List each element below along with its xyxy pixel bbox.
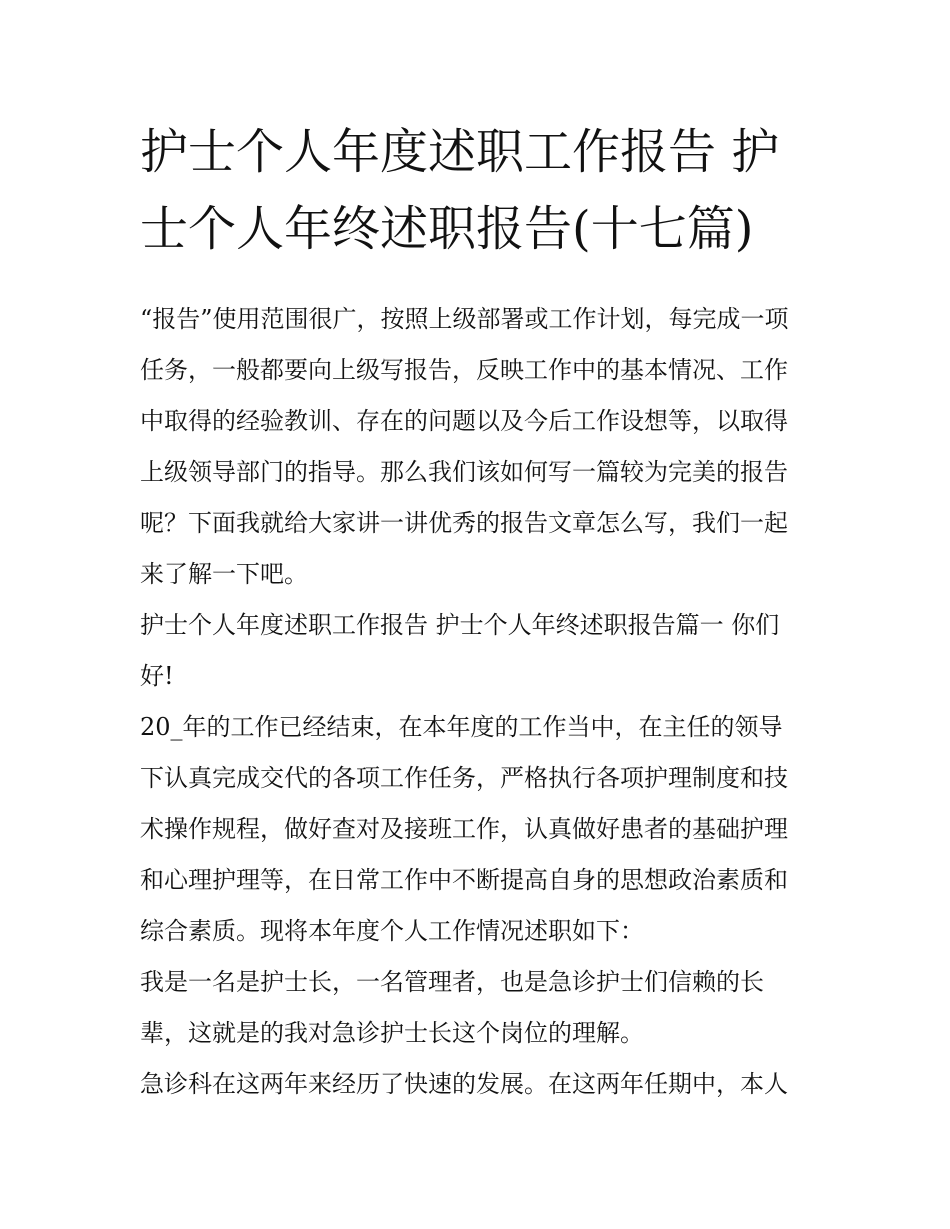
body-line: 我是一名是护士长，一名管理者，也是急诊护士们信赖的长 — [140, 968, 764, 996]
body-line: 下认真完成交代的各项工作任务，严格执行各项护理制度和技 — [140, 764, 788, 792]
section-heading-line: 护士个人年度述职工作报告 护士个人年终述职报告篇一 你们 — [140, 611, 780, 639]
title-line-1: 护士个人年度述职工作报告 护 — [140, 124, 780, 180]
body-line: 20_年的工作已经结束，在本年度的工作当中，在主任的领导 — [140, 713, 783, 741]
body-line: 来了解一下吧。 — [140, 560, 308, 588]
body-line: 中取得的经验教训、存在的问题以及今后工作设想等，以取得 — [140, 407, 788, 435]
body-line: 上级领导部门的指导。那么我们该如何写一篇较为完美的报告 — [140, 458, 788, 486]
document-title — [140, 114, 812, 268]
body-line: “报告”使用范围很广，按照上级部署或工作计划，每完成一项 — [140, 305, 789, 333]
body-line: 和心理护理等，在日常工作中不断提高自身的思想政治素质和 — [140, 866, 788, 894]
document-body — [140, 294, 812, 1110]
body-line: 急诊科在这两年来经历了快速的发展。在这两年任期中，本人 — [140, 1070, 788, 1098]
body-line: 好! — [140, 662, 174, 690]
document-content — [140, 114, 812, 1110]
body-line: 任务，一般都要向上级写报告，反映工作中的基本情况、工作 — [140, 356, 788, 384]
body-line: 辈，这就是的我对急诊护士长这个岗位的理解。 — [140, 1019, 644, 1047]
body-line: 呢？下面我就给大家讲一讲优秀的报告文章怎么写，我们一起 — [140, 509, 788, 537]
title-line-2: 士个人年终述职报告(十七篇) — [140, 201, 754, 257]
body-line: 术操作规程，做好查对及接班工作，认真做好患者的基础护理 — [140, 815, 788, 843]
body-line: 综合素质。现将本年度个人工作情况述职如下： — [140, 917, 644, 945]
